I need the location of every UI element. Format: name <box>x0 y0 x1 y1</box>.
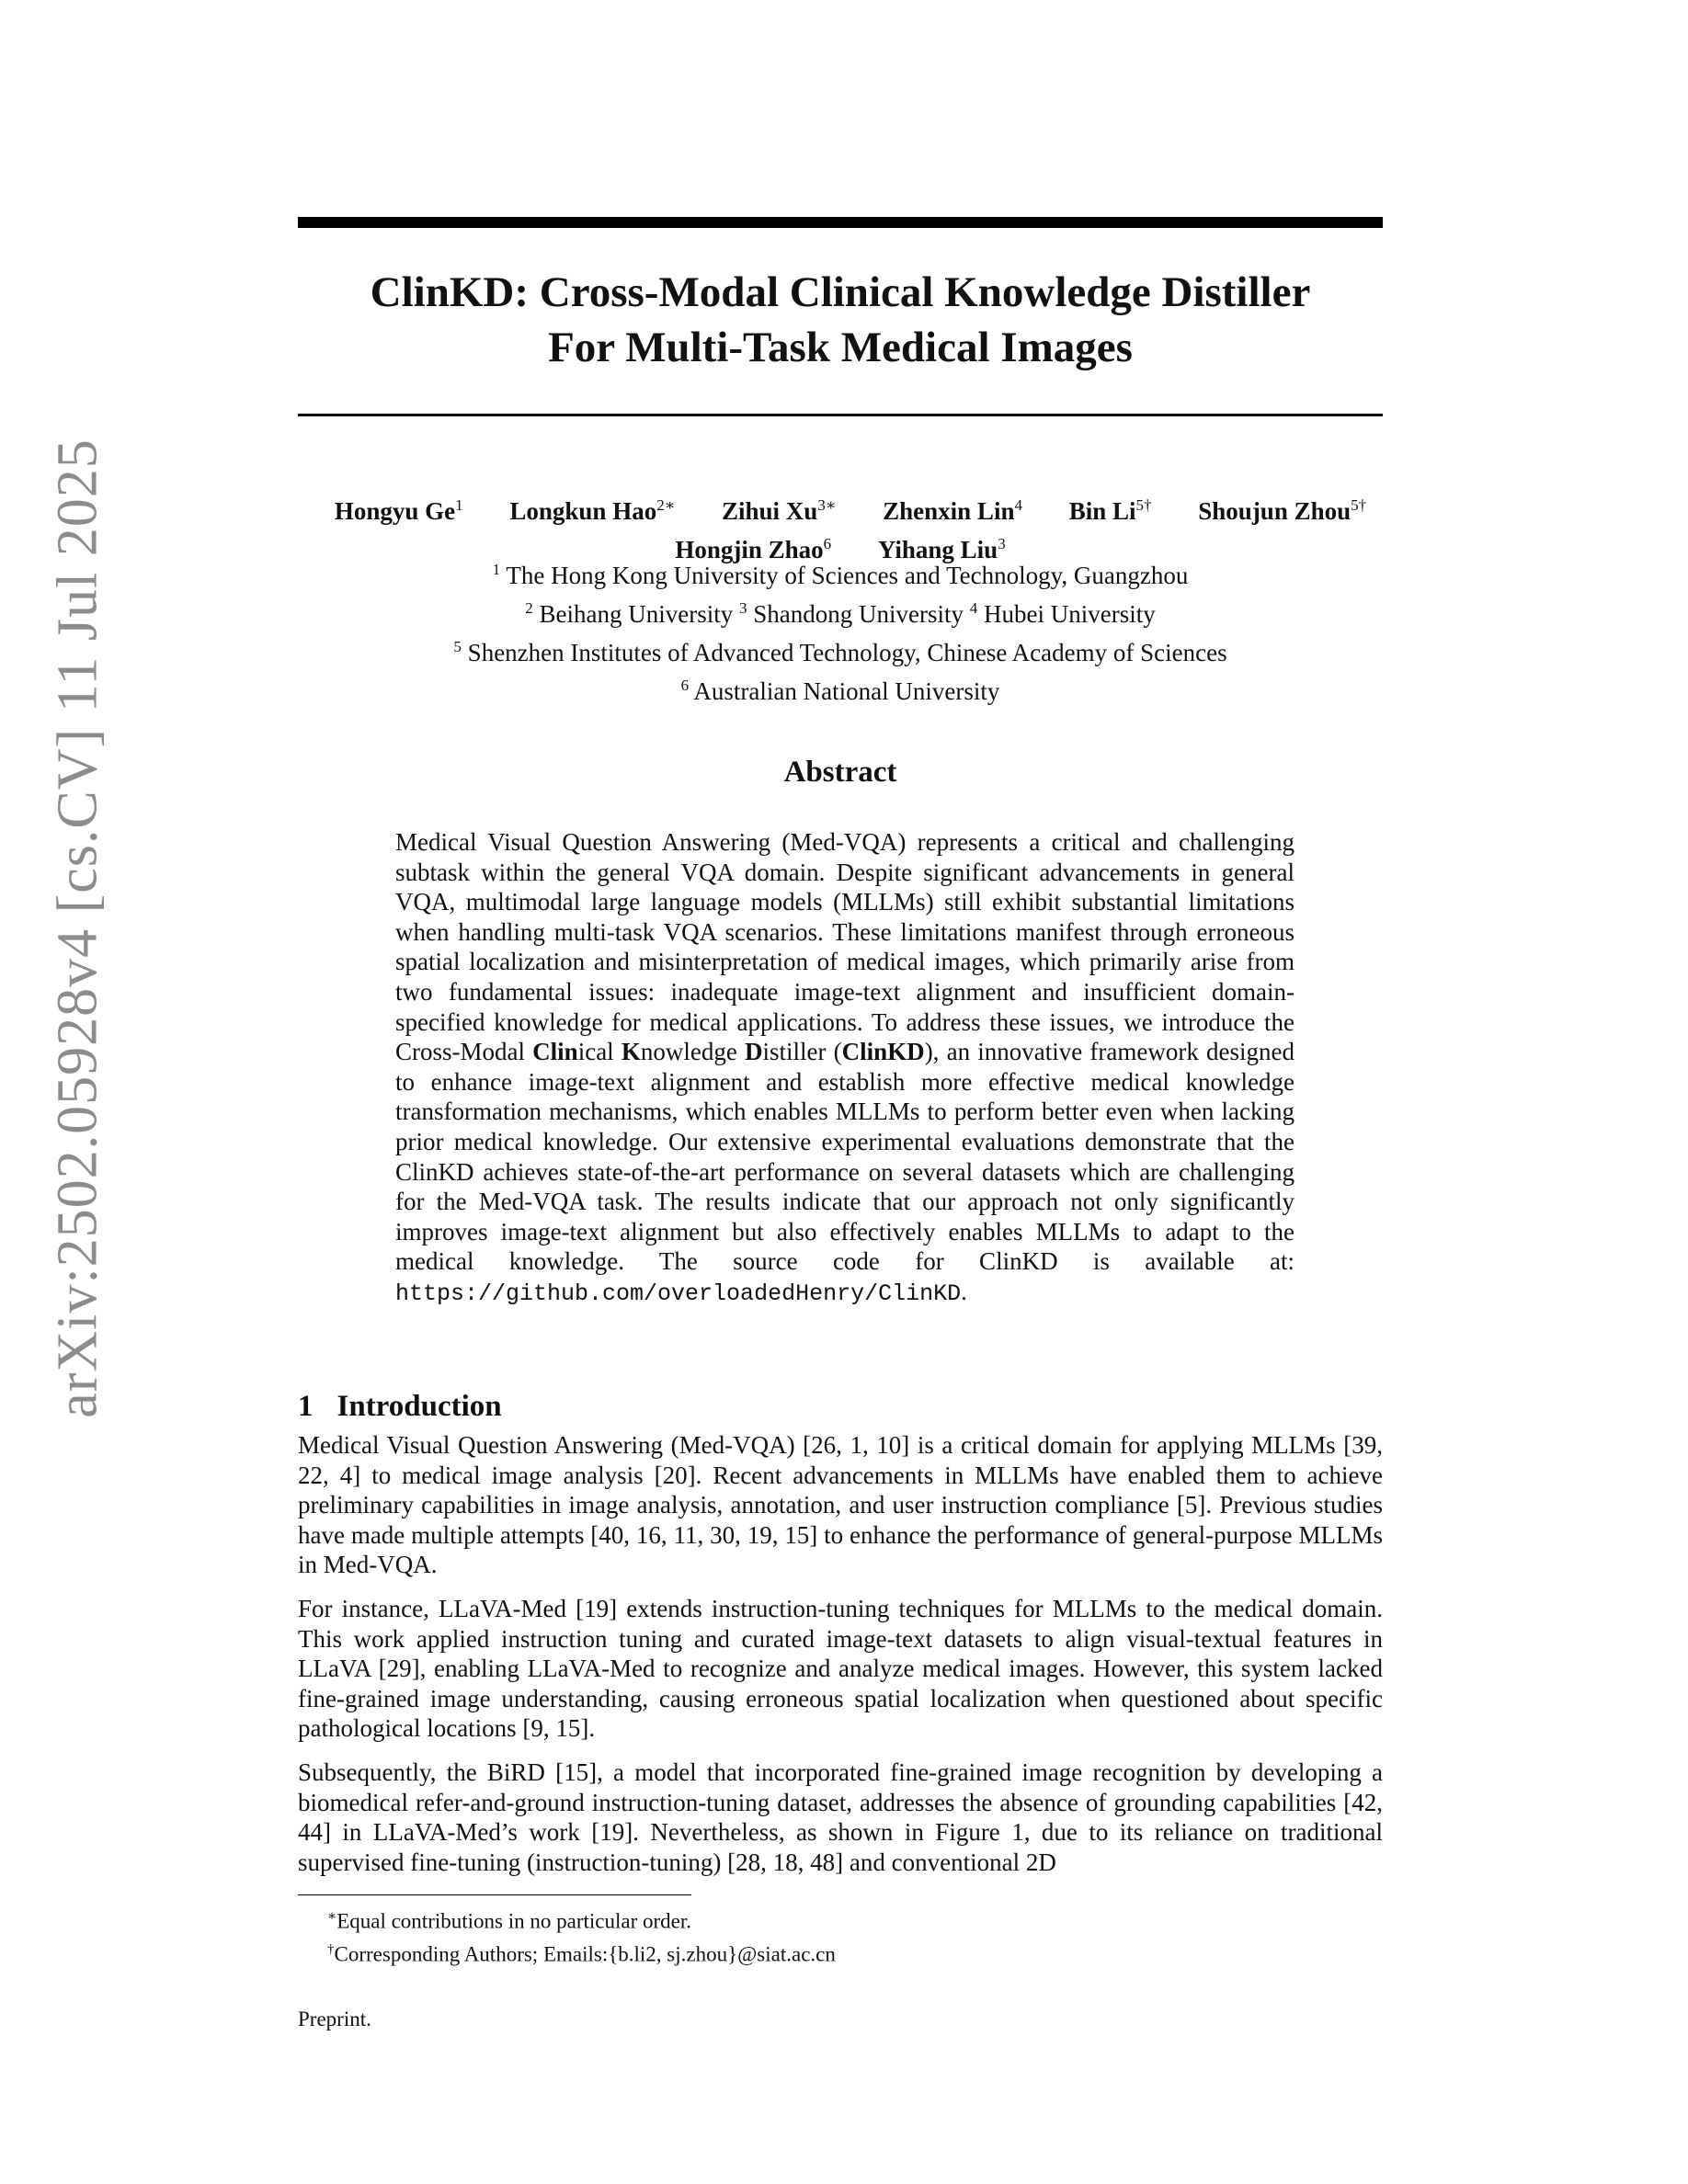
author: Hongyu Ge$^1$ <box>334 496 463 525</box>
footnote: †Corresponding Authors; Emails:{b.li2, sj.zhou}@siat.ac.cn <box>327 1941 836 1966</box>
preprint-note: Preprint. <box>298 2008 371 2030</box>
introduction-body <box>298 1430 1383 1891</box>
title-bottom-rule <box>298 414 1383 416</box>
author: Longkun Hao$^{2∗}$ <box>509 496 676 525</box>
code-url-link[interactable]: https://github.com/overloadedHenry/ClinKD <box>395 1280 962 1307</box>
paragraph: Medical Visual Question Answering (Med-VQA) [26, 1, 10] is a critical domain for applying MLLMs [39, 22, 4] to medical image analysis [20]. Recent advancements in MLLMs have enabled them to achieve preliminary capabilities in image analysis, annotation, and user instruction compliance [5]. Previous studies have made multiple attempts [40, 16, 11, 30, 19, 15] to enhance the performance of general-purpose MLLMs in Med-VQA. <box>298 1431 1383 1579</box>
author: Zihui $Xu^{3∗}$ <box>722 496 837 525</box>
title-line-2: For Multi-Task Medical Images <box>548 324 1133 371</box>
abstract-heading: Abstract <box>783 756 897 789</box>
author-line-1 <box>298 489 1383 528</box>
affiliation: $^2$ Beihang University $^3$ Shandong University $^4$ Hubei University <box>525 599 1156 628</box>
footnote: ∗Equal contributions in no particular order. <box>327 1909 691 1933</box>
author: Hongjin Zhao$^6$ <box>675 535 832 563</box>
affiliation: $^1$ The Hong Kong University of Sciences and Technology, Guangzhou <box>492 561 1189 589</box>
author: Zhenxin Lin$^4$ <box>883 496 1022 525</box>
section-heading-introduction: 1 Introduction <box>298 1390 502 1423</box>
affiliation: $^6$ Australian National University <box>680 677 1000 705</box>
paragraph: Subsequently, the BiRD [15], a model that incorporated fine-grained image recognition by developing a biomedical refer-and-ground instruction-tuning dataset, addresses the absence of grounding capabilities [42, 44] in LLaVA-Med’s work [19]. Nevertheless, as shown in Figure 1, due to its reliance on traditional supervised fine-tuning (instruction-tuning) [28, 18, 48] and conventional 2D <box>298 1757 1383 1876</box>
footnotes <box>327 1903 836 1968</box>
affiliation-list <box>298 553 1383 708</box>
abstract-body: Medical Visual Question Answering (Med-VQA) represents a critical and challenging subtask within the general VQA domain. Despite significant advancements in general VQA, multimodal large language models (MLLMs) still exhibit substantial limitations when handling multi-task VQA scenarios. These limitations manifest through erroneous spatial localization and misinterpretation of medical images, which primarily arise from two fundamental issues: inadequate image-text alignment and insufficient domain-specified knowledge for medical applications. To address these issues, we introduce the Cross-Modal Clinical Knowledge Distiller (ClinKD), an innovative framework designed to enhance image-text alignment and establish more effective medical knowledge transformation mechanisms, which enables MLLMs to perform better even when lacking prior medical knowledge. Our extensive experimental evaluations demonstrate that the ClinKD achieves state-of-the-art performance on several datasets which are challenging for the Med-VQA task. The results indicate that our approach not only significantly improves image-text alignment but also effectively enables MLLMs to adapt to the medical knowledge. The source code for ClinKD is available at: https://github.com/overloadedHenry/ClinKD. <box>395 828 1295 1307</box>
affiliation: $^5$ Shenzhen Institutes of Advanced Technology, Chinese Academy of Sciences <box>453 638 1227 666</box>
title-line-1: ClinKD: Cross-Modal Clinical Knowledge Distiller <box>370 268 1311 316</box>
arxiv-identifier: arXiv:2502.05928v4 [cs.CV] 11 Jul 2025 <box>46 438 109 1418</box>
author: Shoujun Zhou$^{5\dagger}$ <box>1198 496 1367 525</box>
author: Bin $Li^{5\dagger}$ <box>1068 496 1152 525</box>
title-top-rule <box>298 217 1383 228</box>
paper-title <box>298 265 1383 375</box>
paragraph: For instance, LLaVA-Med [19] extends instruction-tuning techniques for MLLMs to the medical domain. This work applied instruction tuning and curated image-text datasets to align visual-textual features in LLaVA [29], enabling LLaVA-Med to recognize and analyze medical images. However, this system lacked fine-grained image understanding, causing erroneous spatial localization when questioned about specific pathological locations [9, 15]. <box>298 1594 1383 1743</box>
author: Yihang Liu$^3$ <box>877 535 1006 563</box>
footnote-rule <box>298 1894 691 1895</box>
